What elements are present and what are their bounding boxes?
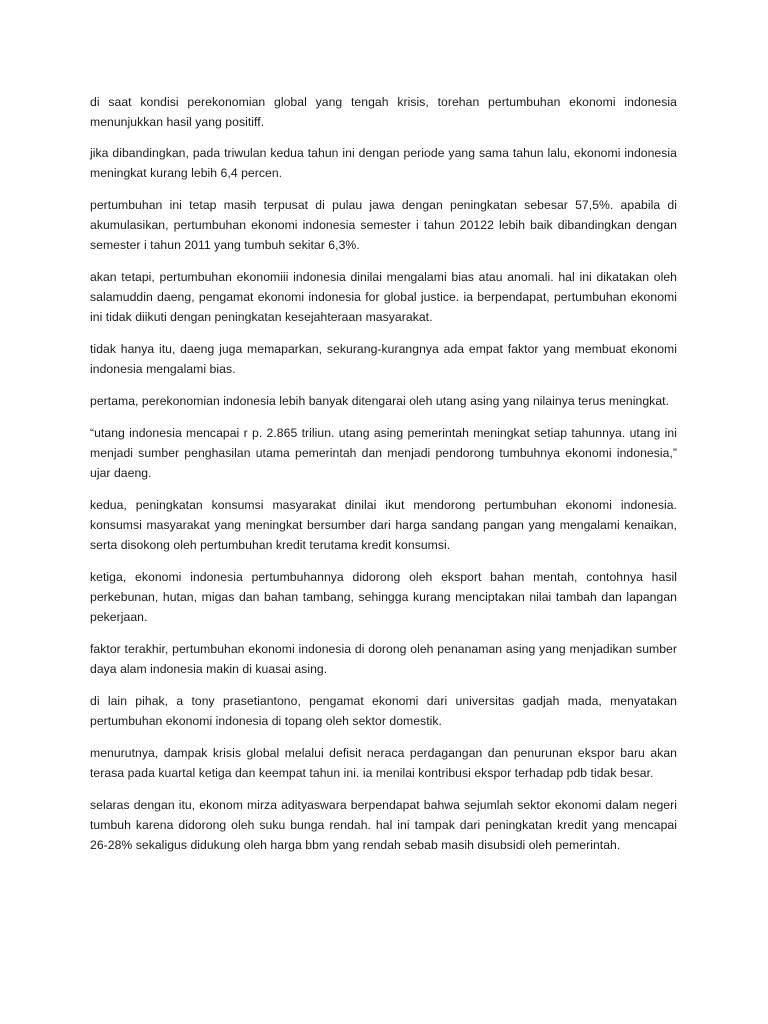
paragraph: ketiga, ekonomi indonesia pertumbuhannya didorong oleh eksport bahan mentah, contohnya hasil perkebunan, hutan, migas dan bahan tambang, sehingga kurang menciptakan nilai tambah dan lapangan pekerjaan. (90, 570, 677, 624)
paragraph: tidak hanya itu, daeng juga memaparkan, sekurang-kurangnya ada empat faktor yang membuat ekonomi indonesia mengalami bias. (90, 342, 677, 376)
paragraph: selaras dengan itu, ekonom mirza adityaswara berpendapat bahwa sejumlah sektor ekonomi dalam negeri tumbuh karena didorong oleh suku bunga rendah. hal ini tampak dari peningkatan kredit yang mencapai 26-28% sekaligus didukung oleh harga bbm yang rendah sebab masih disubsidi oleh pemerintah. (90, 798, 677, 852)
quote-paragraph: “utang indonesia mencapai r p. 2.865 triliun. utang asing pemerintah meningkat setiap tahunnya. utang ini menjadi sumber penghasilan utama pemerintah dan menjadi pendorong tumbuhnya ekonomi indonesia,” ujar daeng. (90, 426, 677, 480)
article-body (90, 92, 677, 867)
paragraph: pertama, perekonomian indonesia lebih banyak ditengarai oleh utang asing yang nilainya terus meningkat. (90, 394, 670, 408)
paragraph: di lain pihak, a tony prasetiantono, pengamat ekonomi dari universitas gadjah mada, menyatakan pertumbuhan ekonomi indonesia di topang oleh sektor domestik. (90, 694, 677, 728)
paragraph: jika dibandingkan, pada triwulan kedua tahun ini dengan periode yang sama tahun lalu, ekonomi indonesia meningkat kurang lebih 6,4 percen. (90, 146, 677, 180)
paragraph: menurutnya, dampak krisis global melalui defisit neraca perdagangan dan penurunan ekspor baru akan terasa pada kuartal ketiga dan keempat tahun ini. ia menilai kontribusi ekspor terhadap pdb tidak besar. (90, 746, 677, 780)
paragraph: akan tetapi, pertumbuhan ekonomiii indonesia dinilai mengalami bias atau anomali. hal ini dikatakan oleh salamuddin daeng, pengamat ekonomi indonesia for global justice. ia berpendapat, pertumbuhan ekonomi ini tidak diikuti dengan peningkatan kesejahteraan masyarakat. (90, 270, 677, 324)
paragraph: pertumbuhan ini tetap masih terpusat di pulau jawa dengan peningkatan sebesar 57,5%. apabila di akumulasikan, pertumbuhan ekonomi indonesia semester i tahun 20122 lebih baik dibandingkan dengan semester i tahun 2011 yang tumbuh sekitar 6,3%. (90, 198, 677, 252)
paragraph: kedua, peningkatan konsumsi masyarakat dinilai ikut mendorong pertumbuhan ekonomi indonesia. konsumsi masyarakat yang meningkat bersumber dari harga sandang pangan yang mengalami kenaikan, serta disokong oleh pertumbuhan kredit terutama kredit konsumsi. (90, 498, 677, 552)
paragraph: di saat kondisi perekonomian global yang tengah krisis, torehan pertumbuhan ekonomi indonesia menunjukkan hasil yang positiff. (90, 95, 677, 129)
paragraph: faktor terakhir, pertumbuhan ekonomi indonesia di dorong oleh penanaman asing yang menjadikan sumber daya alam indonesia makin di kuasai asing. (90, 642, 677, 676)
